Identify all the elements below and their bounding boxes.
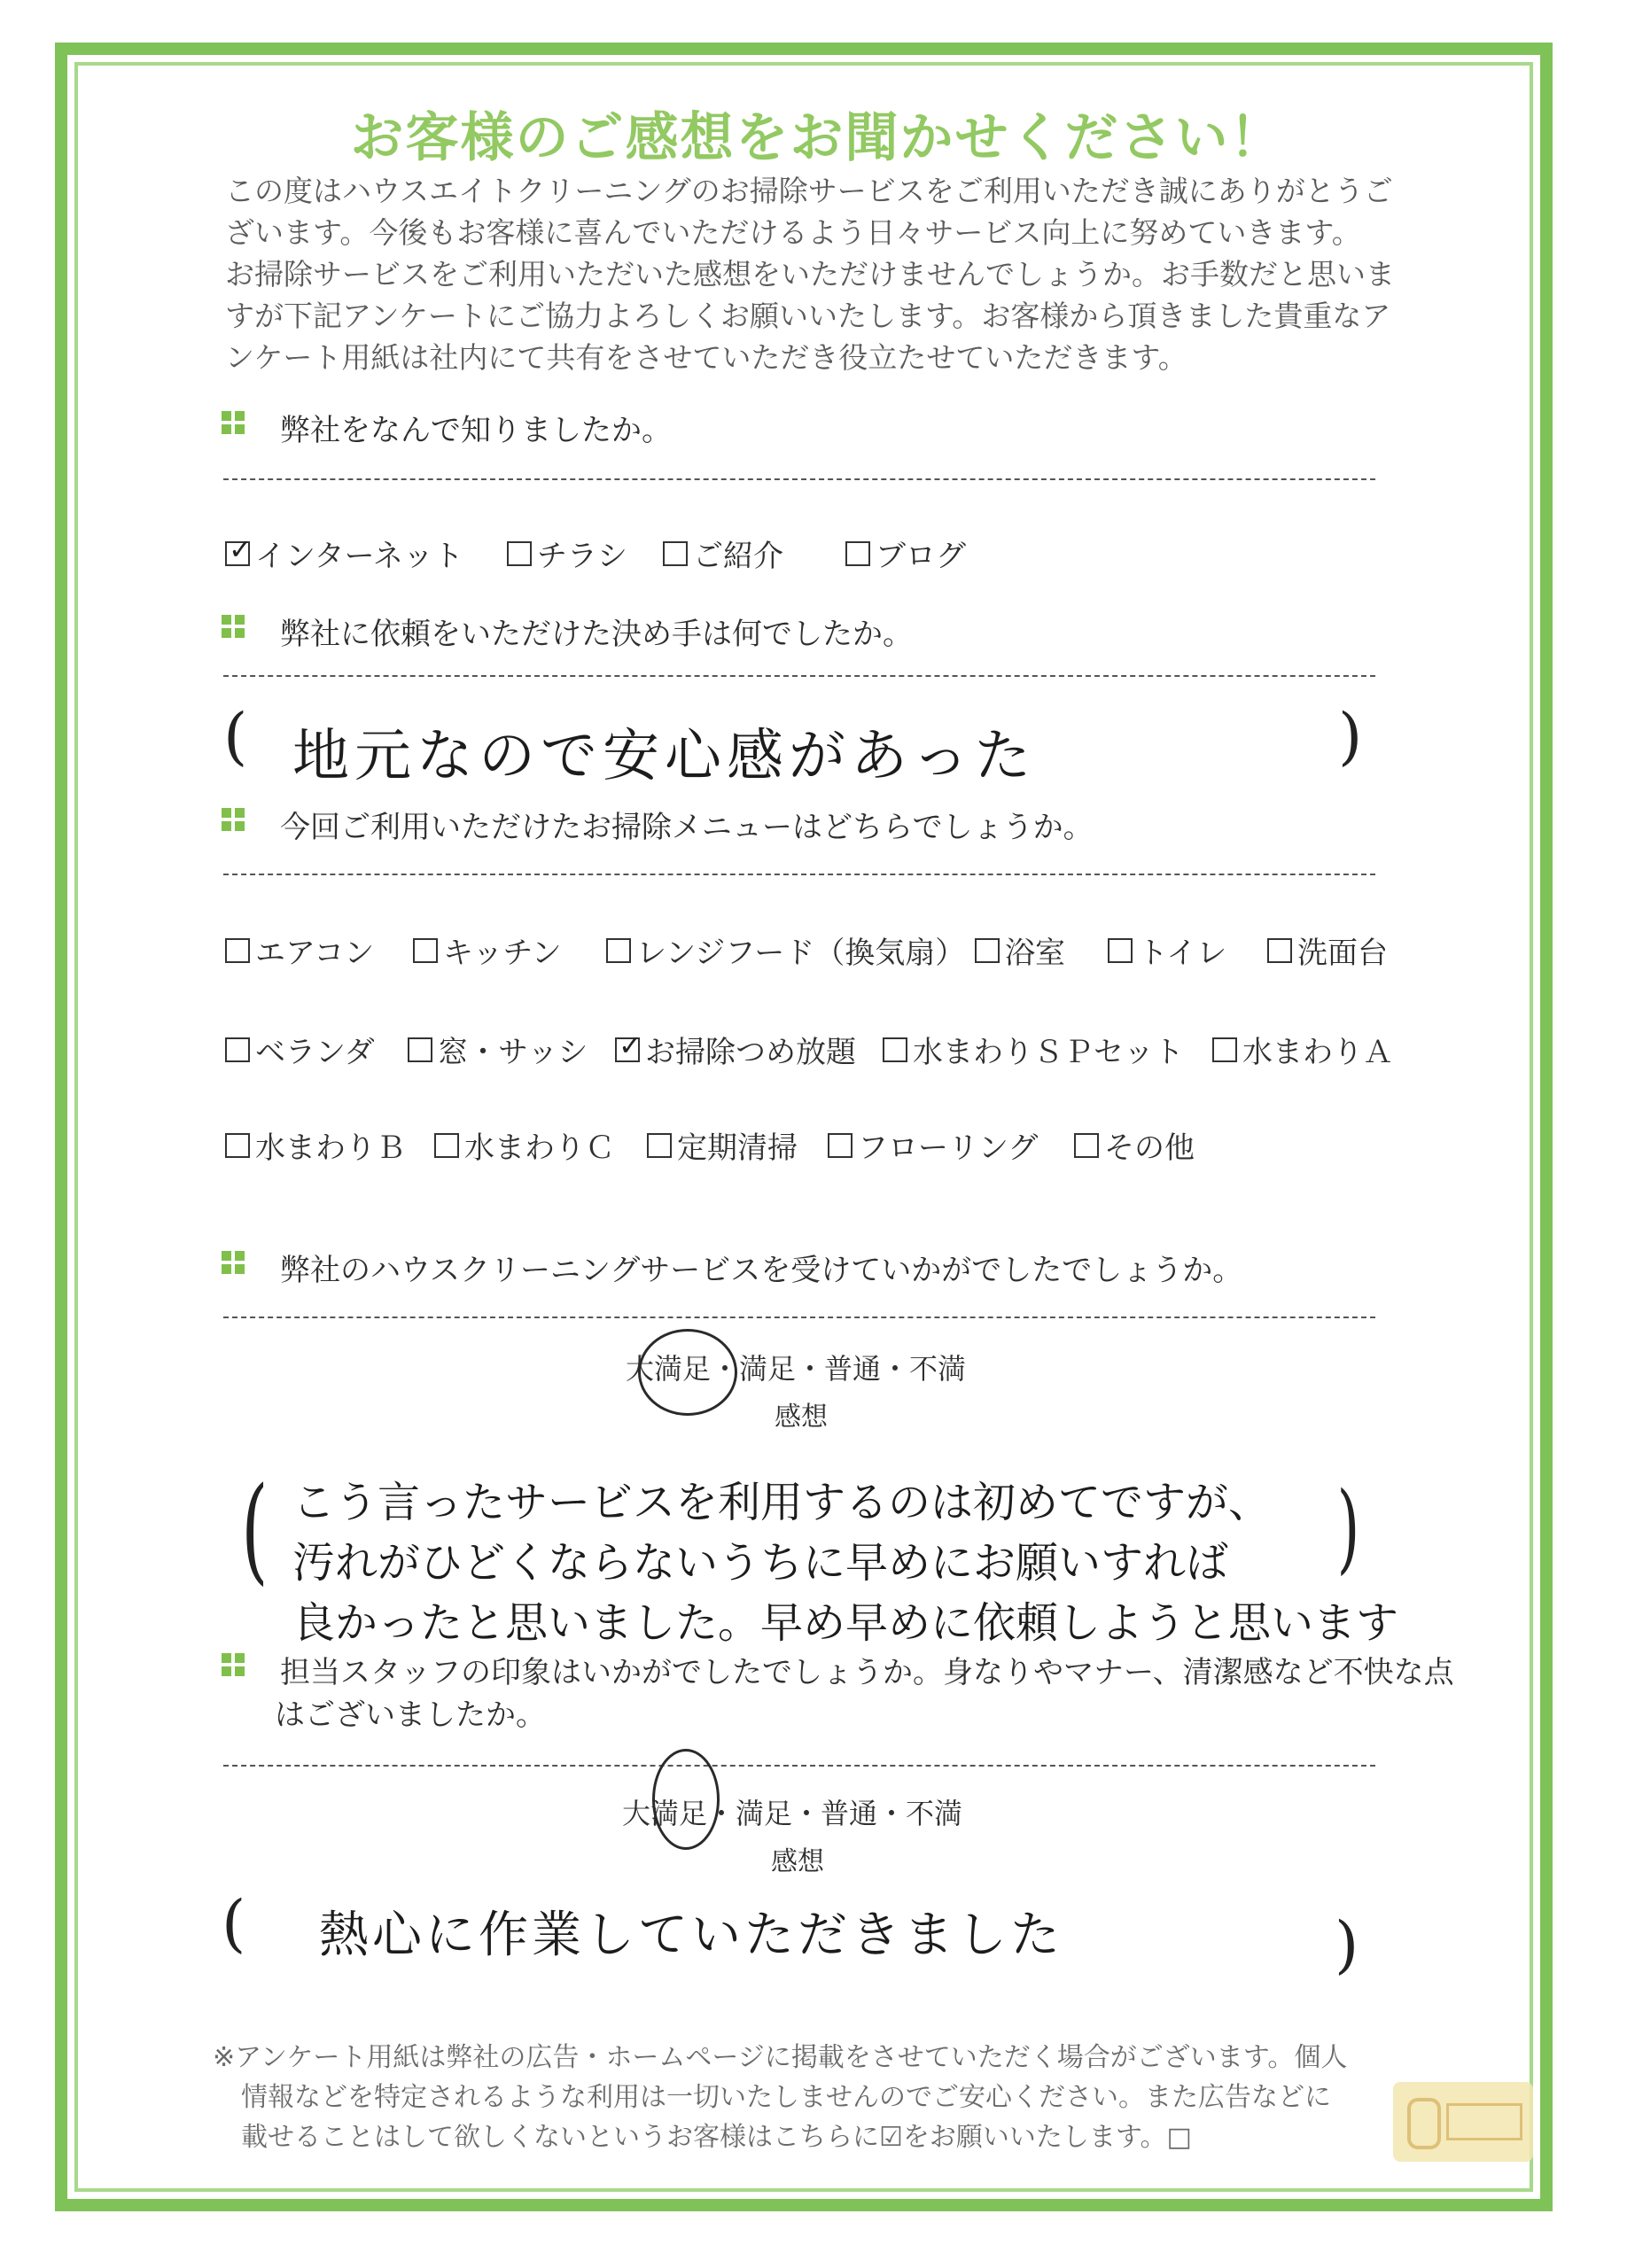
option-blog[interactable]: ブログ [845, 532, 966, 575]
checkbox-icon[interactable] [663, 541, 688, 566]
divider [223, 1317, 1375, 1318]
question-3 [225, 803, 1094, 846]
q5-handwritten-answer: 熱心に作業していただきました [319, 1907, 1063, 1964]
option-bathroom[interactable]: 浴室 [975, 928, 1065, 972]
question-3-text: 今回ご利用いただけたお掃除メニューはどちらでしょうか。 [280, 810, 1094, 845]
intro-line: ンケート用紙は社内にて共有をさせていただき役立たせていただきます。 [225, 340, 1187, 375]
checkbox-icon[interactable] [1267, 938, 1292, 963]
option-water-c[interactable]: 水まわりＣ [434, 1123, 615, 1167]
option-internet[interactable]: ✓ インターネット [225, 532, 463, 575]
option-regular-cleaning[interactable]: 定期清掃 [647, 1123, 798, 1167]
option-flyer[interactable]: チラシ [507, 532, 627, 575]
option-washbasin[interactable]: 洗面台 [1267, 928, 1388, 972]
intro-line: すが下記アンケートにご協力よろしくお願いいたします。お客様から頂きました貴重なア [225, 299, 1391, 333]
bullet-icon [222, 615, 245, 638]
bullet-icon [222, 808, 245, 831]
question-5-cont [225, 1690, 546, 1734]
checkbox-icon[interactable] [1074, 1133, 1099, 1158]
option-flooring[interactable]: フローリング [828, 1123, 1038, 1167]
question-4 [225, 1246, 1242, 1289]
option-all-you-can-clean[interactable]: ✓ お掃除つめ放題 [615, 1028, 856, 1071]
question-1 [225, 406, 672, 449]
selection-circle [638, 1329, 737, 1416]
q4-handwritten-answer [292, 1472, 1398, 1653]
option-water-sp-set[interactable]: 水まわりＳＰセット [883, 1028, 1184, 1071]
intro-line: お掃除サービスをご利用いただいた感想をいただけませんでしょうか。お手数だと思いま [225, 257, 1395, 291]
open-paren: ( [222, 1887, 246, 1960]
checkbox-icon[interactable] [883, 1037, 907, 1062]
divider [223, 874, 1375, 875]
checkbox-icon[interactable] [606, 938, 631, 963]
close-paren: ) [1336, 1471, 1360, 1584]
answer-line: こう言ったサービスを利用するのは初めてですが、 [292, 1478, 1272, 1527]
checkbox-icon[interactable] [647, 1133, 672, 1158]
intro-line: ざいます。今後もお客様に喜んでいただけるよう日々サービス向上に努めていきます。 [225, 215, 1361, 250]
question-5-text-line-2: はございましたか。 [275, 1697, 546, 1733]
option-veranda[interactable]: ベランダ [225, 1028, 375, 1071]
bullet-icon [222, 411, 245, 434]
question-2-text: 弊社に依頼をいただけた決め手は何でしたか。 [280, 617, 913, 652]
checkbox-icon[interactable] [975, 938, 1000, 963]
checkbox-icon[interactable] [434, 1133, 459, 1158]
close-paren: ) [1335, 1908, 1359, 1981]
q2-handwritten-answer: 地元なので安心感があった [292, 724, 1037, 789]
page-title: お客様のご感想をお聞かせください！ [350, 107, 1285, 169]
q4-rating-scale: 大満足・満足・普通・不満 [626, 1352, 967, 1386]
open-paren: ( [241, 1462, 269, 1596]
answer-line: 汚れがひどくならないうちに早めにお願いすれば [292, 1538, 1229, 1588]
footer-line: 載せることはして欲しくないというお客様はこちらに☑をお願いいたします。□ [241, 2122, 1192, 2153]
question-4-text: 弊社のハウスクリーニングサービスを受けていかがでしたでしょうか。 [280, 1253, 1243, 1288]
checkbox-checked-icon[interactable] [225, 541, 250, 566]
option-range-hood[interactable]: レンジフード（換気扇） [606, 928, 965, 972]
question-1-text: 弊社をなんで知りましたか。 [280, 413, 672, 448]
checkbox-icon[interactable] [413, 938, 438, 963]
bullet-icon [222, 1653, 245, 1676]
option-referral[interactable]: ご紹介 [663, 532, 783, 575]
open-paren: ( [223, 700, 248, 773]
question-5-text-line-1: 担当スタッフの印象はいかがでしたでしょうか。身なりやマナー、清潔感など不快な点 [280, 1655, 1454, 1690]
intro-line: この度はハウスエイトクリーニングのお掃除サービスをご利用いただき誠にありがとうご [225, 174, 1393, 208]
q4-impression-label: 感想 [775, 1402, 828, 1433]
checkbox-icon[interactable] [225, 938, 250, 963]
q5-impression-label: 感想 [771, 1846, 824, 1877]
close-paren: ) [1338, 700, 1363, 773]
checkbox-icon[interactable] [225, 1037, 250, 1062]
checkbox-icon[interactable] [828, 1133, 853, 1158]
bullet-icon [222, 1251, 245, 1274]
question-5 [225, 1648, 1454, 1691]
answer-line: 良かったと思いました。早め早めに依頼しようと思います [292, 1598, 1399, 1648]
option-aircon[interactable]: エアコン [225, 928, 374, 972]
checkbox-checked-icon[interactable] [615, 1037, 640, 1062]
option-other[interactable]: その他 [1074, 1123, 1195, 1167]
option-water-a[interactable]: 水まわりＡ [1212, 1028, 1393, 1071]
divider [223, 1765, 1375, 1767]
intro-text [225, 170, 1404, 378]
question-2 [225, 610, 913, 653]
checkbox-icon[interactable] [408, 1037, 432, 1062]
q5-rating-scale: 大満足・満足・普通・不満 [622, 1797, 963, 1830]
checkbox-icon[interactable] [845, 541, 870, 566]
divider [223, 478, 1375, 480]
footer-line: 情報などを特定されるような利用は一切いたしませんのでご安心ください。また広告などに [241, 2082, 1331, 2113]
selection-circle [652, 1749, 720, 1850]
option-toilet[interactable]: トイレ [1108, 928, 1226, 972]
checkbox-icon[interactable] [225, 1133, 250, 1158]
option-kitchen[interactable]: キッチン [413, 928, 562, 972]
divider [223, 675, 1375, 677]
option-window-sash[interactable]: 窓・サッシ [408, 1028, 588, 1071]
footer-notice [213, 2038, 1391, 2157]
checkbox-icon[interactable] [507, 541, 532, 566]
checkbox-icon[interactable] [1212, 1037, 1237, 1062]
footer-line: ※アンケート用紙は弊社の広告・ホームページに掲載をさせていただく場合がございます。個人 [213, 2042, 1348, 2073]
option-water-b[interactable]: 水まわりＢ [225, 1123, 406, 1167]
checkbox-icon[interactable] [1108, 938, 1133, 963]
company-stamp-logo [1393, 2082, 1533, 2162]
